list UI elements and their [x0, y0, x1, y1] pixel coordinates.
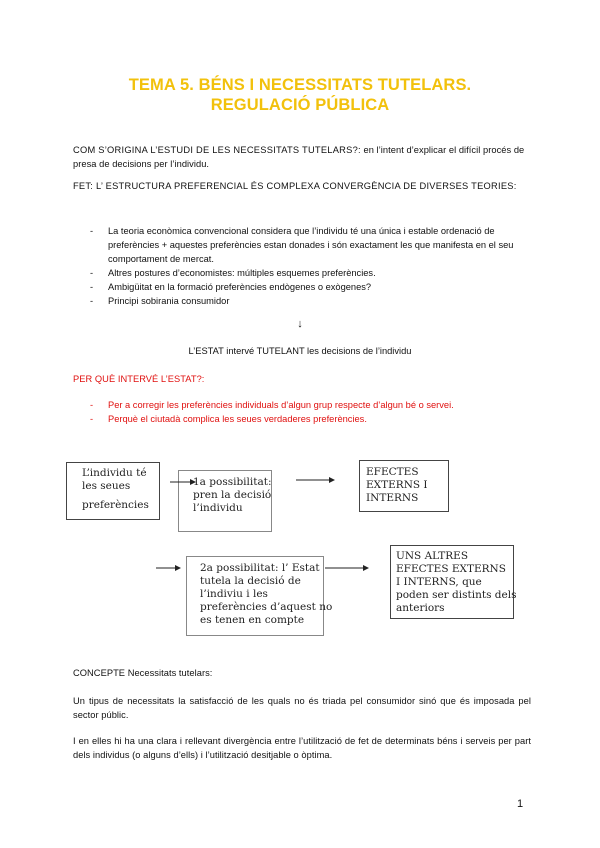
node-text: l’individu [193, 502, 243, 514]
node-text: EFECTES [366, 466, 419, 478]
node-text: l’indiviu i les [200, 588, 268, 600]
node-text: poden ser distints dels [396, 589, 517, 601]
node-text: EXTERNS I [366, 479, 428, 491]
node-text: es tenen en compte [200, 614, 305, 626]
node-text: UNS ALTRES [396, 550, 469, 562]
node-text: 2a possibilitat: l’ Estat [200, 562, 320, 574]
node-text: pren la decisió [193, 489, 272, 501]
estat-line: L’ESTAT intervé TUTELANT les decisions de l’individu [188, 346, 412, 356]
fet-bullet: - Altres postures d’economistes: múltiples esquemes preferències. [73, 266, 533, 280]
concepte-paragraph-1: Un tipus de necessitats la satisfacció de les quals no és triada pel consumidor sinó que és imposada pel sector públic. [73, 696, 531, 720]
node-text: preferències [82, 499, 149, 511]
node-text: les seues [82, 480, 131, 492]
node-text: anteriors [396, 602, 445, 614]
page-title-line-1: TEMA 5. BÉNS I NECESSITATS TUTELARS. [128, 76, 472, 94]
node-text: L’individu té [82, 467, 147, 479]
intro-text: en l’intent d’explicar el difícil procés de presa de decisions per l’individu. [73, 145, 525, 169]
fet-bullet: - Principi sobirania consumidor [73, 294, 533, 308]
node-text: INTERNS [366, 492, 419, 504]
node-text: EFECTES EXTERNS [396, 563, 506, 575]
page-number: 1 [517, 798, 524, 810]
concepte-heading: CONCEPTE Necessitats tutelars: [73, 668, 213, 678]
node-text: preferències d’aquest no [200, 601, 333, 613]
node-text: tutela la decisió de [200, 575, 301, 587]
node-text: I INTERNS, que [396, 576, 482, 588]
fet-heading: FET: L’ ESTRUCTURA PREFERENCIAL ÉS COMPLEXA CONVERGÈNCIA DE DIVERSES TEORIES: [73, 181, 517, 191]
per-que-bullet: - Per a corregir les preferències individuals d’algun grup respecte d’algun bé o servei. [73, 398, 533, 412]
fet-bullet: - Ambigüitat en la formació preferències endògenes o exògenes? [73, 280, 533, 294]
per-que-bullet: - Perquè el ciutadà complica les seues verdaderes preferències. [73, 412, 533, 426]
page-title-line-2: REGULACIÓ PÚBLICA [210, 96, 390, 114]
node-text: 1a possibilitat: [193, 476, 272, 488]
intro-lead: COM S’ORIGINA L’ESTUDI DE LES NECESSITATS TUTELARS?: [73, 145, 361, 155]
per-que-heading: PER QUÈ INTERVÉ L’ESTAT?: [73, 374, 205, 384]
concepte-paragraph-2: I en elles hi ha una clara i rellevant divergència entre l’utilització de fet de determinats béns i serveis per part dels individus (o alguns d’ells) i l’utilització desitjable o òptima. [73, 736, 531, 760]
down-arrow-icon: ↓ [297, 318, 303, 330]
fet-bullet: - La teoria econòmica convencional considera que l’individu té una única i estable ordenació de preferències + aquestes preferències estan donades i són exactament les que manifesta en el seu comportament de mercat. [73, 224, 533, 266]
